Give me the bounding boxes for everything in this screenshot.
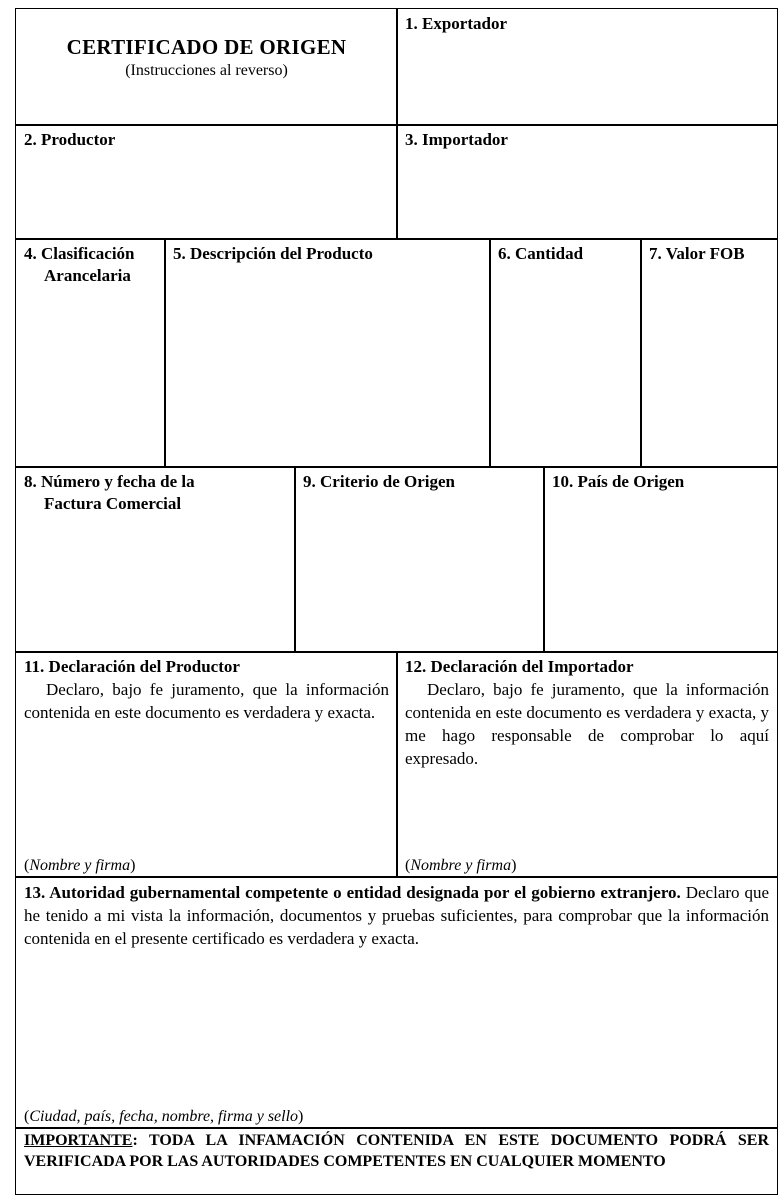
document-subtitle: (Instrucciones al reverso) [125, 62, 288, 79]
productor-signature-caption [24, 857, 135, 875]
importador-signature-open: ( [405, 857, 411, 874]
declaracion-productor-text: Declaro, bajo fe juramento, que la información contenida en este documento es verdadera y exacta. [24, 680, 389, 722]
autoridad-signature-close: ) [298, 1108, 304, 1125]
autoridad-title: 13. Autoridad gubernamental competente o entidad designada por el gobierno extranjero. [24, 883, 681, 902]
exportador-label: 1. Exportador [405, 14, 507, 33]
autoridad-paragraph [24, 881, 769, 950]
title-cell [15, 8, 398, 126]
valor-fob-label: 7. Valor FOB [649, 244, 745, 263]
productor-signature-close: ) [130, 857, 136, 874]
productor-label: 2. Productor [24, 130, 116, 149]
factura-field[interactable] [15, 466, 296, 653]
exportador-field[interactable] [396, 8, 778, 126]
autoridad-text: Declaro que he tenido a mi vista la información, documentos y pruebas suficientes, para comprobar que la información contenida en el presente certificado es verdadera y exacta. [24, 883, 769, 948]
clasificacion-label-line1: 4. Clasificación [24, 244, 135, 263]
important-label: IMPORTANTE [24, 1132, 133, 1149]
cantidad-field[interactable] [489, 238, 642, 468]
descripcion-label: 5. Descripción del Producto [173, 244, 373, 263]
factura-label-line1: 8. Número y fecha de la [24, 472, 195, 491]
document-title: CERTIFICADO DE ORIGEN [66, 35, 347, 59]
pais-field[interactable] [543, 466, 778, 653]
factura-label-line2: Factura Comercial [44, 494, 182, 513]
clasificacion-field[interactable] [15, 238, 166, 468]
cantidad-label: 6. Cantidad [498, 244, 584, 263]
descripcion-field[interactable] [164, 238, 491, 468]
productor-signature-open: ( [24, 857, 30, 874]
important-text: : TODA LA INFAMACIÓN CONTENIDA EN ESTE DOCUMENTO PODRÁ SER VERIFICADA POR LAS AUTORIDADES COMPETENTES EN CUALQUIER MOMENTO [24, 1132, 769, 1170]
autoridad-signature-caption [24, 1108, 303, 1126]
importador-signature-close: ) [511, 857, 517, 874]
criterio-label: 9. Criterio de Origen [303, 472, 456, 491]
importador-signature-label: Nombre y firma [410, 857, 512, 874]
importador-signature-caption [405, 857, 516, 875]
declaracion-productor-field[interactable] [15, 651, 398, 878]
pais-label: 10. País de Origen [552, 472, 685, 491]
productor-signature-label: Nombre y firma [29, 857, 131, 874]
clasificacion-label [24, 243, 135, 287]
clasificacion-label-line2: Arancelaria [44, 266, 131, 285]
criterio-field[interactable] [294, 466, 545, 653]
autoridad-signature-label: Ciudad, país, fecha, nombre, firma y sello [29, 1108, 299, 1125]
productor-field[interactable] [15, 124, 398, 240]
declaracion-importador-text: Declaro, bajo fe juramento, que la información contenida en este documento es verdadera y exacta, y me hago responsable de comprobar lo aquí expresado. [405, 680, 769, 768]
declaracion-importador-title: 12. Declaración del Importador [405, 657, 634, 676]
declaracion-productor-title: 11. Declaración del Productor [24, 657, 240, 676]
important-notice [15, 1127, 778, 1195]
factura-label [24, 471, 195, 515]
autoridad-field[interactable] [15, 876, 778, 1129]
importador-label: 3. Importador [405, 130, 508, 149]
important-paragraph [24, 1130, 769, 1172]
autoridad-signature-open: ( [24, 1108, 30, 1125]
valor-fob-field[interactable] [640, 238, 778, 468]
declaracion-importador-field[interactable] [396, 651, 778, 878]
importador-field[interactable] [396, 124, 778, 240]
